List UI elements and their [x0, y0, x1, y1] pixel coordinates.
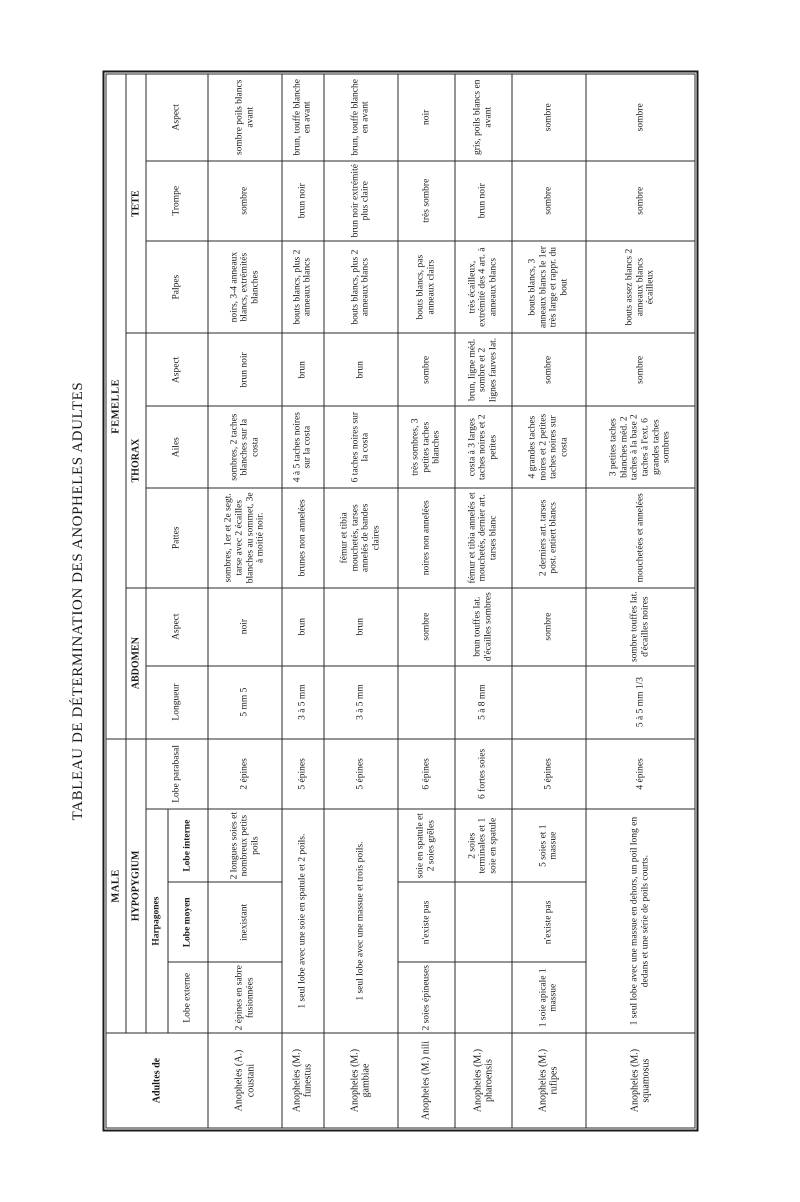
thorax-aspect-cell: sombre [511, 333, 585, 406]
page-title: TABLEAU DE DÉTERMINATION DES ANOPHELES ADULTES [70, 381, 86, 821]
lobe-parabasal-header: Lobe parabasal [146, 739, 208, 810]
hypopygium-merged-cell: 1 seul lobe avec une soie en spatule et 2 poils. [282, 809, 323, 1033]
abdomen-aspect-cell: sombre touffes lat. d'écailles noires [586, 588, 695, 666]
lobe-interne-cell: soie en spatule et 2 soies grêles [397, 809, 454, 882]
abdomen-longueur-cell: 5 à 8 mm [454, 666, 511, 739]
palpes-cell: bouts blancs, 3 anneaux blancs le 1er très large et rappr. du bout [511, 241, 585, 333]
lobe-externe-cell: 2 soies épineuses [397, 963, 454, 1034]
ailes-cell: très sombres, 3 petites taches blanches [397, 406, 454, 488]
thorax-aspect-cell: sombre [397, 333, 454, 406]
abdomen-aspect-cell: noir [208, 588, 282, 666]
palpes-cell: bouts blancs, pas anneaux clairs [397, 241, 454, 333]
lobe-parabasal-cell: 5 épines [511, 739, 585, 810]
tete-palpes-header: Palpes [146, 241, 208, 333]
lobe-moyen-cell [454, 882, 511, 962]
tete-header: TETE [126, 74, 146, 333]
abdomen-aspect-header: Aspect [146, 588, 208, 666]
trompe-cell: brun noir extrémité plus claire [323, 161, 397, 241]
harpagones-header: Harpagones [146, 809, 168, 1033]
abdomen-aspect-cell: brun [282, 588, 323, 666]
thorax-aspect-header: Aspect [146, 333, 208, 406]
table-row [323, 74, 397, 1128]
trompe-cell: très sombre [397, 161, 454, 241]
table-row [397, 74, 454, 1128]
table-row [586, 74, 695, 1128]
abdomen-longueur-header: Longueur [146, 666, 208, 739]
lobe-externe-cell [454, 963, 511, 1034]
thorax-aspect-cell: brun [323, 333, 397, 406]
lobe-externe-cell: 1 soie apicale 1 massue [511, 963, 585, 1034]
thorax-header: THORAX [126, 333, 146, 587]
thorax-aspect-cell: brun, ligne méd. sombre et 2 lignes fauves lat. [454, 333, 511, 406]
lobe-interne-cell: 2 soies terminales et 1 soie en spatule [454, 809, 511, 882]
thorax-pattes-header: Pattes [146, 488, 208, 588]
thorax-aspect-cell: sombre [586, 333, 695, 406]
palpes-cell: bouts assez blancs 2 anneaux blancs écailleux [586, 241, 695, 333]
lobe-parabasal-cell: 4 épines [586, 739, 695, 810]
species-name: Anopheles (M.) nili [397, 1033, 454, 1128]
lobe-moyen-cell: n'existe pas [397, 882, 454, 962]
trompe-cell: brun noir [282, 161, 323, 241]
lobe-parabasal-cell: 6 épines [397, 739, 454, 810]
palpes-cell: bouts blancs, plus 2 anneaux blancs [282, 241, 323, 333]
lobe-externe-header: Lobe externe [168, 963, 208, 1034]
table-row [454, 74, 511, 1128]
pattes-cell: sombres, 1er et 2e segt. tarse avec 2 écailles blanches au sommet, 3e à moitié noir. [208, 488, 282, 588]
ailes-cell: 4 à 5 taches noires sur la costa [282, 406, 323, 488]
tete-aspect-cell: brun, touffe blanche en avant [282, 74, 323, 161]
male-header: MALE [106, 739, 126, 1033]
tete-aspect-header: Aspect [146, 74, 208, 161]
pattes-cell: brunes non annelées [282, 488, 323, 588]
thorax-ailes-header: Ailes [146, 406, 208, 488]
abdomen-longueur-cell [511, 666, 585, 739]
femelle-header: FEMELLE [106, 74, 126, 739]
species-name: Anopheles (M.) squamosus [586, 1033, 695, 1128]
tete-aspect-cell: sombre poils blancs avant [208, 74, 282, 161]
lobe-moyen-cell: n'existe pas [511, 882, 585, 962]
ailes-cell: sombres, 2 taches blanches sur la costa [208, 406, 282, 488]
lobe-moyen-header: Lobe moyen [168, 882, 208, 962]
species-name: Anopheles (M.) rufipes [511, 1033, 585, 1128]
hypopygium-header: HYPOPYGIUM [126, 739, 146, 1033]
determination-table [105, 74, 695, 1129]
trompe-cell: sombre [586, 161, 695, 241]
trompe-cell: brun noir [454, 161, 511, 241]
thorax-aspect-cell: brun noir [208, 333, 282, 406]
lobe-interne-header: Lobe interne [168, 809, 208, 882]
trompe-cell: sombre [208, 161, 282, 241]
thorax-aspect-cell: brun [282, 333, 323, 406]
pattes-cell: mouchetées et annelées [586, 488, 695, 588]
palpes-cell: bouts blancs, plus 2 anneaux blancs [323, 241, 397, 333]
tete-aspect-cell: sombre [511, 74, 585, 161]
ailes-cell: 6 taches noires sur la costa [323, 406, 397, 488]
table-row [208, 74, 282, 1128]
lobe-parabasal-cell: 6 fortes soies [454, 739, 511, 810]
palpes-cell: noirs, 3-4 anneaux blancs, extrémités blanches [208, 241, 282, 333]
abdomen-longueur-cell: 5 à 5 mm 1/3 [586, 666, 695, 739]
determination-table-wrapper [105, 74, 695, 1129]
table-row [511, 74, 585, 1128]
abdomen-longueur-cell [397, 666, 454, 739]
ailes-cell: 4 grandes taches noires et 2 petites taches noires sur costa [511, 406, 585, 488]
abdomen-longueur-cell: 3 à 5 mm [323, 666, 397, 739]
lobe-externe-cell: 2 épines en sabre fusionnées [208, 963, 282, 1034]
abdomen-aspect-cell: brun [323, 588, 397, 666]
lobe-moyen-cell: inexistant [208, 882, 282, 962]
tete-aspect-cell: brun, touffe blanche en avant [323, 74, 397, 161]
tete-aspect-cell: gris, poils blancs en avant [454, 74, 511, 161]
abdomen-longueur-cell: 3 à 5 mm [282, 666, 323, 739]
lobe-interne-cell: 5 soies et 1 massue [511, 809, 585, 882]
lobe-parabasal-cell: 5 épines [323, 739, 397, 810]
hypopygium-merged-cell: 1 seul lobe avec une massue en dehors, un poil long en dedans et une série de poils courts. [586, 809, 695, 1033]
tete-aspect-cell: sombre [586, 74, 695, 161]
hypopygium-merged-cell: 1 seul lobe avec une massue et trois poils. [323, 809, 397, 1033]
ailes-cell: 3 petites taches blanches méd. 2 taches à la base 2 taches à l'ext. 6 grandes taches sombres [586, 406, 695, 488]
abdomen-aspect-cell: brun touffes lat. d'écailles sombres [454, 588, 511, 666]
pattes-cell: noires non annelées [397, 488, 454, 588]
pattes-cell: 2 derniers art. tarses post. entiert blancs [511, 488, 585, 588]
tete-aspect-cell: noir [397, 74, 454, 161]
ailes-cell: costa à 3 larges taches noires et 2 petites [454, 406, 511, 488]
abdomen-header: ABDOMEN [126, 588, 146, 739]
species-name: Anopheles (M.) pharoensis [454, 1033, 511, 1128]
abdomen-longueur-cell: 5 mm 5 [208, 666, 282, 739]
species-name: Anopheles (A.) coustani [208, 1033, 282, 1128]
trompe-cell: sombre [511, 161, 585, 241]
species-name: Anopheles (M.) funestus [282, 1033, 323, 1128]
adultes-de-header: Adultes de [106, 1033, 208, 1128]
lobe-interne-cell: 2 longues soies et nombreux petits poils [208, 809, 282, 882]
table-row [282, 74, 323, 1128]
abdomen-aspect-cell: sombre [397, 588, 454, 666]
palpes-cell: très écailleux, extrémité des 4 art. à anneaux blancs [454, 241, 511, 333]
pattes-cell: fémur et tibia mouchetés, tarses annelés de bandes claires [323, 488, 397, 588]
lobe-parabasal-cell: 2 épines [208, 739, 282, 810]
species-name: Anopheles (M.) gambiae [323, 1033, 397, 1128]
lobe-parabasal-cell: 5 épines [282, 739, 323, 810]
abdomen-aspect-cell: sombre [511, 588, 585, 666]
tete-trompe-header: Trompe [146, 161, 208, 241]
pattes-cell: fémur et tibia annelés et mouchetés, dernier art. tarses blanc [454, 488, 511, 588]
